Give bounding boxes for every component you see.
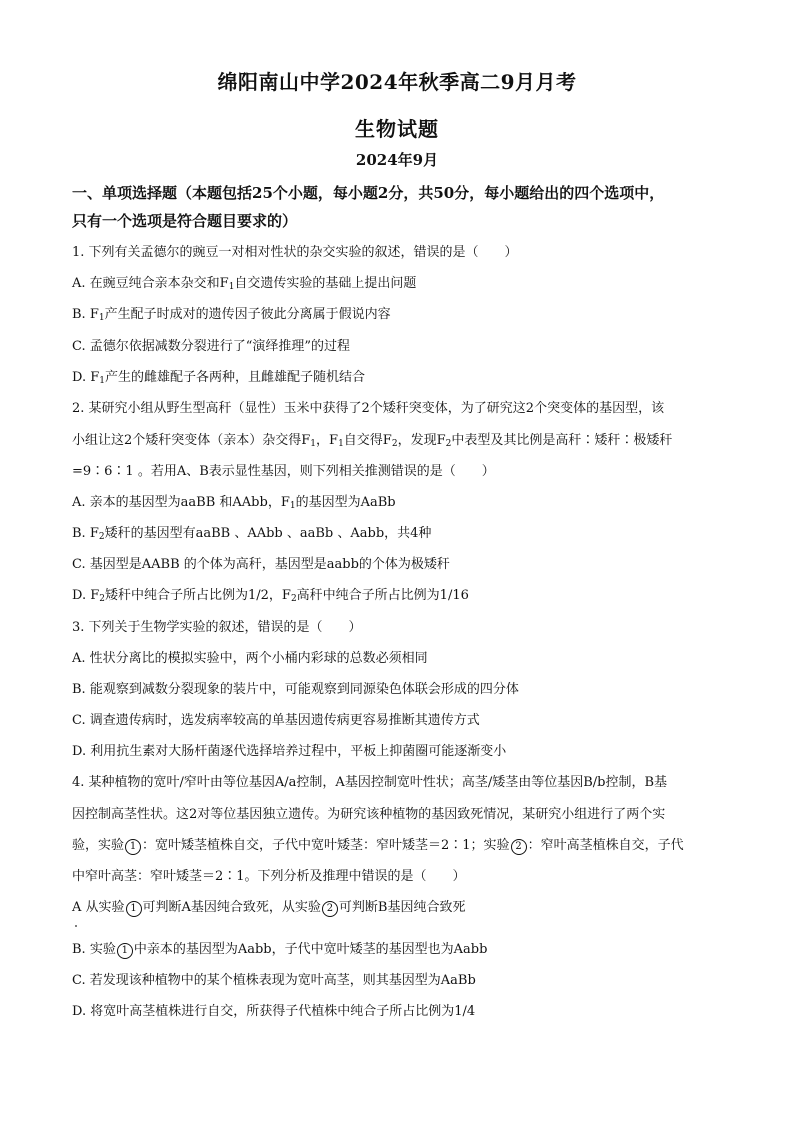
q4-stem-line1: 4. 某种植物的宽叶/窄叶由等位基因A/a控制，A基因控制宽叶性状；高茎/矮茎由等位基因B/b控制，B基 (72, 775, 668, 790)
q1-a-text-end: 自交遗传实验的基础上提出问题 (234, 276, 417, 291)
q4-stem-line2: 因控制高茎性状。这2对等位基因独立遗传。为研究该种植物的基因致死情况，某研究小组进行了两个实 (72, 807, 666, 822)
q4-option-a (72, 899, 465, 917)
q2-stem2-sub: 2 (445, 439, 452, 449)
q4-option-c: C. 若发现该种植物中的某个植株表现为宽叶高茎，则其基因型为AaBb (72, 973, 476, 988)
q1-d-text-end: 产生的雌雄配子各两种，且雌雄配子随机结合 (104, 370, 365, 385)
q2-a-text: A. 亲本的基因型为aaBB 和AAbb，F (72, 495, 290, 510)
stray-dot (75, 925, 77, 927)
q2-stem2-part: 小组让这2个矮秆突变体（亲本）杂交得F (72, 433, 311, 448)
q4-a-text-end: 可判断B基因纯合致死 (338, 900, 466, 915)
section-heading: 一、单项选择题（本题包括25个小题，每小题2分，共50分，每小题给出的四个选项中， (72, 184, 665, 202)
q2-stem2-sub: 1 (338, 439, 344, 449)
q3-option-b: B. 能观察到减数分裂现象的装片中，可能观察到同源染色体联会形成的四分体 (72, 682, 519, 697)
circled-one-icon: 1 (117, 943, 133, 959)
q1-option-d (72, 369, 365, 387)
q2-d-text-mid: 矮秆中纯合子所占比例为1/2，F (104, 588, 291, 603)
q4-b-text: B. 实验 (72, 942, 116, 957)
q2-b-subscript: 2 (98, 532, 105, 542)
q1-a-subscript: 1 (228, 282, 235, 292)
q2-a-text-end: 的基因型为AaBb (295, 495, 396, 510)
q3-stem: 3. 下列关于生物学实验的叙述，错误的是（ ） (72, 620, 362, 635)
q2-option-c: C. 基因型是AABB 的个体为高秆，基因型是aabb的个体为极矮秆 (72, 557, 450, 572)
q2-option-b (72, 525, 431, 543)
exam-title: 绵阳南山中学2024年秋季高二9月月考 (217, 70, 577, 94)
q2-d-subscript: 2 (99, 594, 105, 604)
q3-option-d: D. 利用抗生素对大肠杆菌逐代选择培养过程中，平板上抑菌圈可能逐渐变小 (72, 744, 507, 759)
q1-option-b (72, 306, 391, 324)
q1-b-subscript: 1 (98, 313, 105, 323)
q2-stem2-part: ，发现F (397, 433, 446, 448)
q1-d-subscript: 1 (99, 376, 105, 386)
q2-d-subscript-2: 2 (290, 594, 297, 604)
q1-stem: 1. 下列有关孟德尔的豌豆一对相对性状的杂交实验的叙述，错误的是（ ） (72, 245, 518, 260)
q4-a-text: A 从实验 (72, 900, 125, 915)
q2-stem-line3: =9∶6∶1 。若用A、B表示显性基因，则下列相关推测错误的是（ ） (72, 464, 495, 479)
q2-b-text: B. F (72, 526, 99, 541)
q4-option-d: D. 将宽叶高茎植株进行自交，所获得子代植株中纯合子所占比例为1/4 (72, 1004, 476, 1019)
q4-a-text-mid: 可判断A基因纯合致死，从实验 (142, 900, 321, 915)
q1-b-text-end: 产生配子时成对的遗传因子彼此分离属于假说内容 (104, 307, 391, 322)
q4-stem3-part: ：宽叶矮茎植株自交，子代中宽叶矮茎：窄叶矮茎＝2∶1；实验 (142, 838, 510, 853)
q3-option-a: A. 性状分离比的模拟实验中，两个小桶内彩球的总数必须相同 (72, 651, 428, 666)
section-heading-continued: 只有一个选项是符合题目要求的） (72, 212, 298, 230)
q2-b-text-end: 矮秆的基因型有aaBB 、AAbb 、aaBb 、Aabb，共4种 (104, 526, 432, 541)
q2-option-d (72, 587, 469, 605)
q2-stem2-part: 自交得F (343, 433, 392, 448)
q1-d-text: D. F (72, 370, 100, 385)
circled-one-icon: 1 (126, 901, 142, 917)
q4-stem3-part: 验，实验 (72, 838, 125, 853)
q2-stem2-part: 中表型及其比例是高秆∶矮秆∶极矮秆 (451, 433, 673, 448)
q4-stem3-part: ：窄叶高茎植株自交，子代 (527, 838, 684, 853)
q4-b-text-end: 中亲本的基因型为Aabb，子代中宽叶矮茎的基因型也为Aabb (133, 942, 488, 957)
q3-option-c: C. 调查遗传病时，选发病率较高的单基因遗传病更容易推断其遗传方式 (72, 713, 480, 728)
q1-option-a (72, 275, 416, 293)
q2-option-a (72, 494, 396, 512)
circled-two-icon: 2 (322, 901, 338, 917)
exam-date: 2024年9月 (355, 151, 439, 169)
q2-d-text: D. F (72, 588, 100, 603)
exam-subject: 生物试题 (355, 117, 439, 141)
q1-a-text: A. 在豌豆纯合亲本杂交和F (72, 276, 229, 291)
q2-stem-line1: 2. 某研究小组从野生型高秆（显性）玉米中获得了2个矮秆突变体，为了研究这2个突变体的基因型，该 (72, 401, 665, 416)
circled-one-icon: 1 (125, 839, 141, 855)
q2-a-subscript: 1 (289, 501, 296, 511)
q2-stem2-sub: 1 (310, 439, 317, 449)
q1-b-text: B. F (72, 307, 99, 322)
q2-stem2-sub: 2 (391, 439, 398, 449)
q4-stem-line4: 中窄叶高茎：窄叶矮茎＝2∶1。下列分析及推理中错误的是（ ） (72, 869, 466, 884)
q2-stem-line2 (72, 432, 672, 450)
q4-option-b (72, 941, 487, 959)
q2-d-text-end: 高秆中纯合子所占比例为1/16 (296, 588, 469, 603)
q1-option-c: C. 孟德尔依据减数分裂进行了“演绎推理”的过程 (72, 339, 351, 354)
q4-stem-line3 (72, 837, 684, 855)
circled-two-icon: 2 (511, 839, 527, 855)
q2-stem2-part: ，F (316, 433, 339, 448)
